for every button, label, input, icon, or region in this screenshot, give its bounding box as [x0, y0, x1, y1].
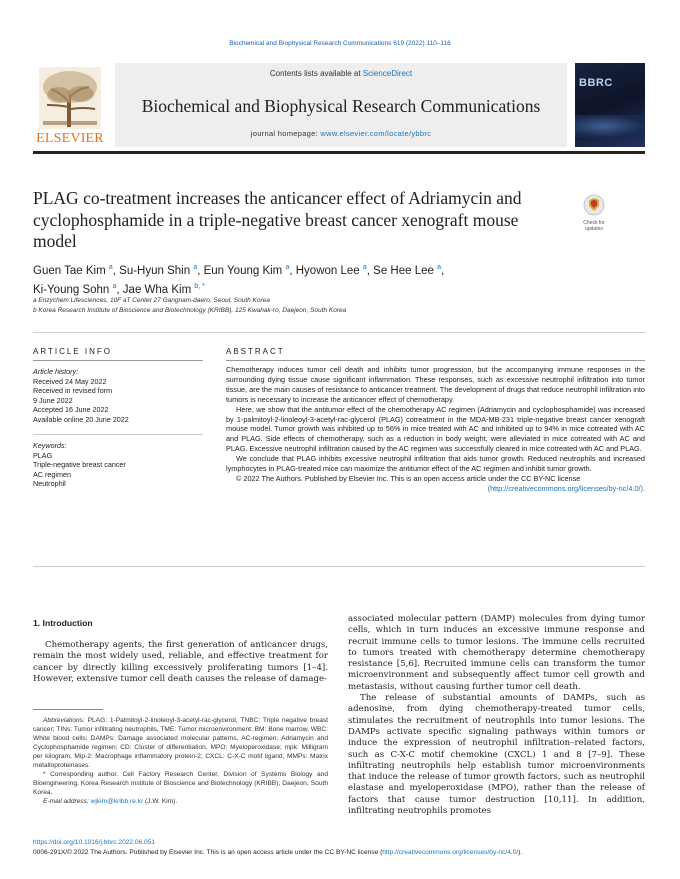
affiliation-b: b Korea Research Institute of Bioscience and Biotechnology (KRIBB), 125 Kwahak-ro, Daejeon, South Korea: [33, 307, 347, 314]
footer-license-suffix: ).: [518, 848, 523, 856]
abstract-rule: [226, 360, 645, 361]
intro-right-paragraph-1: associated molecular pattern (DAMP) molecules from dying tumor cells, which in turn induces an excessive immune response and recruit immune cells to tumor lesions. The immune cells recruited to tumors treated with chemotherapy determine chemotherapy resistance [5,6]. Recruited immune cells can transform the tumor microenvironment and subsequently affect tumor cell growth and metastasis, without causing further tumor cell death.: [348, 614, 645, 692]
keywords-label: Keywords:: [33, 441, 67, 450]
keyword-item: AC regimen: [33, 469, 71, 479]
page-footer: [33, 838, 645, 857]
elsevier-logo[interactable]: [33, 63, 107, 147]
history-divider: [33, 434, 203, 435]
corresponding-author: * Corresponding author. Cell Factory Research Center, Division of Systems Biology and Bioengineering, Korea Research Institute of Bioscience and Biotechnology (KRIBB), Daejeon, South Korea.: [33, 771, 328, 796]
journal-reference[interactable]: Biochemical and Biophysical Research Communications 619 (2022) 110–116: [229, 40, 451, 47]
keyword-item: PLAG: [33, 450, 53, 460]
article-history: [33, 367, 203, 425]
footer-license-link[interactable]: http://creativecommons.org/licenses/by-nc/4.0/: [382, 848, 519, 856]
banner-center: [115, 63, 567, 147]
affiliation-divider: [33, 332, 645, 333]
email-suffix: (J.W. Kim).: [143, 798, 178, 805]
affiliation-a: a Enzychem Lifesciences, 10F aT Center 27 Gangnam-daero, Seoul, South Korea: [33, 297, 270, 304]
article-info-heading: ARTICLE INFO: [33, 347, 112, 356]
homepage-prefix: journal homepage:: [250, 129, 321, 138]
history-item: Received in revised form: [33, 386, 113, 396]
intro-left-column: [33, 640, 328, 685]
abstract-bottom-divider: [33, 566, 645, 567]
sciencedirect-link[interactable]: ScienceDirect: [362, 69, 413, 78]
introduction-heading: 1. Introduction: [33, 618, 93, 628]
homepage-link[interactable]: www.elsevier.com/locate/ybbrc: [320, 129, 432, 138]
check-for-updates-icon: [583, 194, 605, 216]
keyword-item: Triple-negative breast cancer: [33, 460, 126, 470]
elsevier-tree-icon: [39, 67, 101, 129]
journal-title[interactable]: Biochemical and Biophysical Research Communications: [141, 96, 541, 116]
doi-link[interactable]: https://doi.org/10.1016/j.bbrc.2022.06.051: [33, 839, 156, 846]
article-info-rule: [33, 360, 203, 361]
abstract-paragraph-3: We conclude that PLAG inhibits excessive neutrophil infiltration that aids tumor growth. Reduced neutrophils and increased lymphocytes in PLAG-treated mice can maximize the antitumor effect of the AC regimen and inhibit tumor growth.: [226, 454, 645, 474]
intro-left-paragraph: Chemotherapy agents, the first generation of anticancer drugs, remain the most widely used, reliable, and effective treatment for cancer by directly killing excessively proliferating tumors [1–4]. However, extensive tumor cell death causes the release of damage-: [33, 640, 328, 684]
abstract-paragraph-2: Here, we show that the antitumor effect of the chemotherapy AC regimen (Adriamycin and cyclophosphamide) was increased by 1-palmitoyl-2-linoleoyl-3-acetyl-rac-glycerol (PLAG) cotreatment in the MDA-MB-231 triple-negative breast cancer xenograft mouse model. Tumor growth was inhibited up to 56% in mice treated with AC and inhibited up to 94% in mice cotreated with AC and PLAG. Side effects of chemotherapy, such as a reduction in body weight, were alleviated in mice cotreated with AC and PLAG. Excessive neutrophil infiltration caused by the AC regimen was successfully cleared in mice cotreated with AC and PLAG.: [226, 404, 645, 454]
check-for-updates-button[interactable]: [576, 194, 612, 230]
journal-banner: [33, 63, 645, 147]
abstract-license: © 2022 The Authors. Published by Elsevier Inc. This is an open access article under the CC BY-NC license: [236, 473, 581, 483]
updates-label: updates: [585, 226, 603, 232]
keywords: [33, 441, 203, 489]
contents-line: [115, 69, 567, 78]
abstract-heading: ABSTRACT: [226, 347, 285, 356]
history-item: 9 June 2022: [33, 395, 73, 405]
author-list: [33, 260, 593, 298]
email-link[interactable]: wjkim@kribb.re.kr: [90, 798, 144, 805]
authors-line-2: Ki-Young Sohn $^a$, Jae Wha Kim $^{b, *}$: [33, 282, 205, 296]
header-divider: [33, 151, 645, 154]
article-title: PLAG co-treatment increases the anticancer effect of Adriamycin and cyclophosphamide in a triple-negative breast cancer xenograft mouse model: [33, 188, 522, 251]
history-item: Available online 20 June 2022: [33, 414, 129, 424]
abbreviations-text: PLAG: 1-Palmitoyl-2-linoleoyl-3-acetyl-rac-glycerol, TNBC: Triple negative breast cancer; TINs: Tumor infiltrating neutrophils, TME: Tumor microenvironment; BM: Bone marrow, WBC: White blood cells; DAMPs: Damage associated molecular patterns, AC-regimen: Adriamycin and Cyclophosphamide regimen; CD: Cluster of differentiation, MPO: Myeloperoxidase; mpk: Milligram per kilogram, Mip-2: Macrophage inflammatory protein-2; CXCL: C-X-C motif ligand, MMPs: Matrix metalloproteinases.: [33, 717, 328, 769]
intro-right-paragraph-2: The release of substantial amounts of DAMPs, such as adenosine, from dying chemotherapy-treated tumor cells, stimulates the recruitment of neutrophils into tumor lesions. The DAMPs activate specific signaling pathways within tumors or induce the expression of neutrophil infiltration–related factors, such as C-X-C motif chemokine (CXCL) 1 and 8 [7–9]. These infiltrating neutrophils help establish tumor microenvironments that induce the release of tumor growth factors, such as neutrophil elastase and myeloperoxidase (MPO), rather than the release of factors that cause tumor destruction [10,11]. In addition, infiltrating neutrophils promotes: [348, 693, 645, 817]
cover-art: [575, 115, 645, 137]
footnote-divider: [33, 709, 103, 710]
journal-cover-image[interactable]: [575, 63, 645, 147]
history-item: Accepted 16 June 2022: [33, 405, 109, 415]
history-label: Article history:: [33, 367, 79, 376]
affiliations: [33, 296, 593, 316]
history-item: Received 24 May 2022: [33, 376, 107, 386]
intro-right-column: [348, 614, 645, 817]
check-for-label: Check for: [583, 220, 605, 226]
abstract-body: [226, 365, 645, 494]
authors-line-1: Guen Tae Kim $^a$, Su-Hyun Shin $^a$, Eun Young Kim $^a$, Hyowon Lee $^a$, Se Hee Lee $^a$,: [33, 264, 445, 277]
abbreviations-label: Abbreviations:: [43, 717, 85, 724]
contents-prefix: Contents lists available at: [269, 69, 363, 78]
email-label: E-mail address:: [43, 798, 89, 805]
cover-title: BBRC: [579, 77, 613, 89]
abstract-license-link[interactable]: (http://creativecommons.org/licenses/by-nc/4.0/).: [487, 483, 645, 493]
footer-license-text: 0006-291X/© 2022 The Authors. Published by Elsevier Inc. This is an open access article under the CC BY-NC license (: [33, 848, 383, 856]
homepage-line: [115, 129, 567, 138]
abstract-paragraph-1: Chemotherapy induces tumor cell death and inhibits tumor progression, but the accompanying immune responses in the surrounding dying tissue cause significant inflammation. These responses, such as excessive neutrophil infiltration into tumor tissue, are the main causes of resistance to anticancer treatment. The development of drugs that reduce neutrophil infiltration into tumors is necessary to increase the anticancer effect of chemotherapy.: [226, 365, 645, 404]
keyword-item: Neutrophil: [33, 479, 66, 489]
footnotes: [33, 716, 328, 806]
elsevier-wordmark: ELSEVIER: [36, 131, 104, 146]
